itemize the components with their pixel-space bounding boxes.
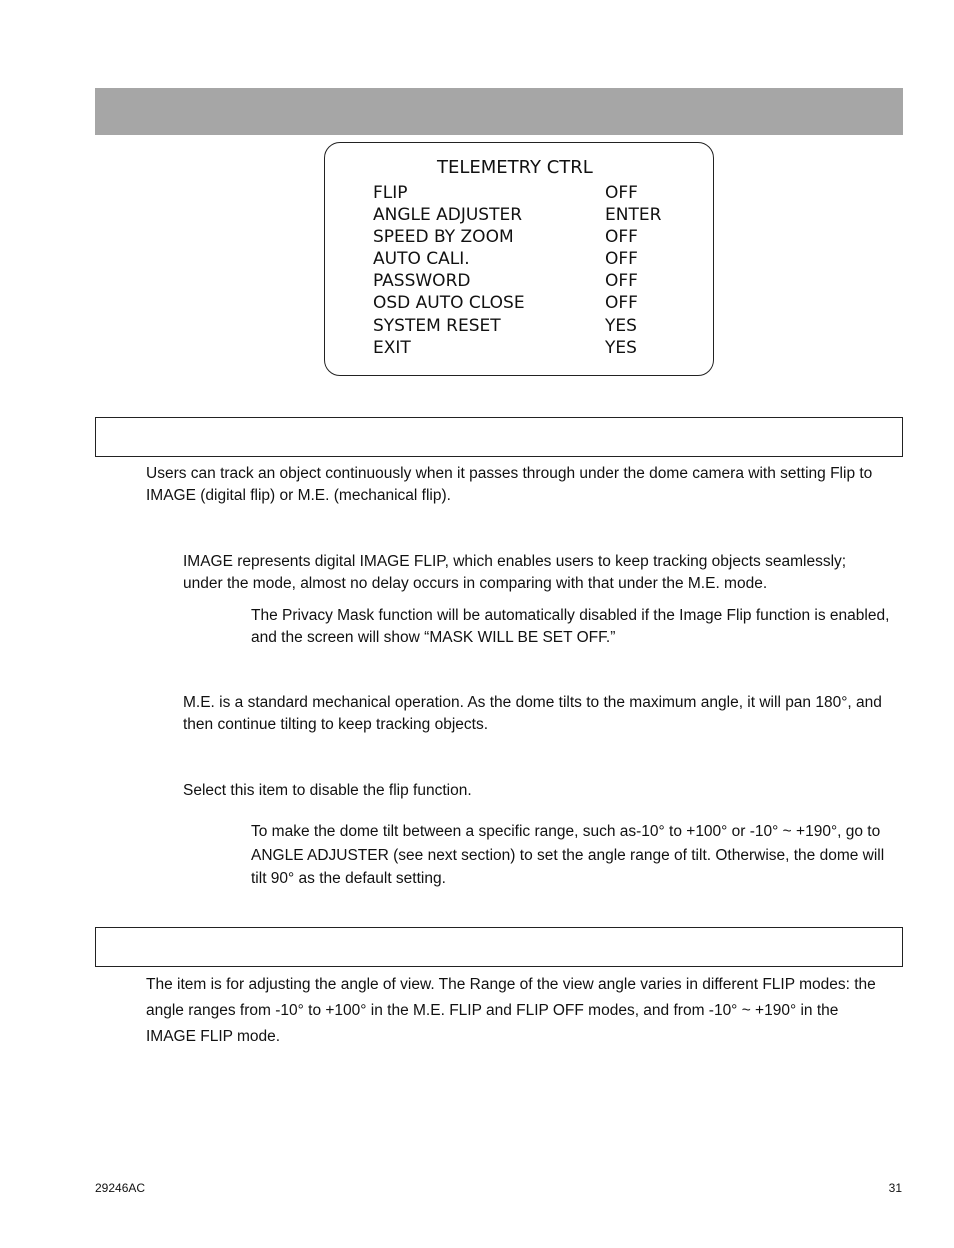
angle-adjuster-description: The item is for adjusting the angle of view. The Range of the view angle varies in different FLIP modes: the angle ranges from -10° to +100° in the M.E. FLIP and FLIP OFF modes, and from -10° ~ +190° in the IMAGE FLIP mode.: [146, 976, 876, 1045]
osd-row-value: OFF: [605, 183, 638, 203]
osd-row-label: AUTO CALI.: [373, 249, 470, 269]
osd-row-value: ENTER: [605, 205, 662, 225]
osd-row-exit: [373, 338, 693, 360]
osd-row-system-reset: [373, 316, 693, 338]
osd-menu-title: TELEMETRY CTRL: [437, 157, 593, 178]
flip-off-description: Select this item to disable the flip function.: [183, 782, 472, 799]
osd-row-label: SYSTEM RESET: [373, 316, 501, 336]
osd-row-value: OFF: [605, 271, 638, 291]
osd-row-value: OFF: [605, 227, 638, 247]
osd-row-password: [373, 271, 693, 293]
flip-image-note: The Privacy Mask function will be automatically disabled if the Image Flip function is enabled, and the screen will show “MASK WILL BE SET OFF.”: [251, 607, 890, 646]
osd-row-label: EXIT: [373, 338, 411, 358]
document-id: 29246AC: [95, 1181, 146, 1195]
page-number: 31: [888, 1181, 902, 1195]
osd-row-osd-auto-close: [373, 293, 693, 315]
osd-row-label: ANGLE ADJUSTER: [373, 205, 523, 225]
osd-row-value: YES: [605, 316, 637, 336]
osd-row-label: PASSWORD: [373, 271, 471, 291]
header-bar: [95, 88, 903, 135]
flip-off-note: To make the dome tilt between a specific range, such as-10° to +100° or -10° ~ +190°, go to ANGLE ADJUSTER (see next section) to set the angle range of tilt. Otherwise, the dome will tilt 90° as the default setting.: [251, 823, 885, 887]
flip-image-description: IMAGE represents digital IMAGE FLIP, which enables users to keep tracking objects seamlessly; under the mode, almost no delay occurs in comparing with that under the M.E. mode.: [183, 553, 847, 592]
angle-adjuster-section-heading-box: [95, 927, 903, 967]
osd-row-label: FLIP: [373, 183, 408, 203]
flip-intro-text: Users can track an object continuously when it passes through under the dome camera with setting Flip to IMAGE (digital flip) or M.E. (mechanical flip).: [146, 465, 873, 504]
telemetry-ctrl-menu: [324, 142, 714, 376]
osd-row-auto-cali: [373, 249, 693, 271]
osd-row-value: YES: [605, 338, 637, 358]
osd-row-value: OFF: [605, 249, 638, 269]
osd-row-label: OSD AUTO CLOSE: [373, 293, 525, 313]
osd-row-value: OFF: [605, 293, 638, 313]
flip-me-description: M.E. is a standard mechanical operation. As the dome tilts to the maximum angle, it will pan 180°, and then continue tilting to keep tracking objects.: [183, 694, 882, 733]
osd-row-label: SPEED BY ZOOM: [373, 227, 514, 247]
flip-section-heading-box: [95, 417, 903, 457]
osd-row-flip: [373, 183, 693, 205]
osd-row-speed-by-zoom: [373, 227, 693, 249]
osd-row-angle-adjuster: [373, 205, 693, 227]
